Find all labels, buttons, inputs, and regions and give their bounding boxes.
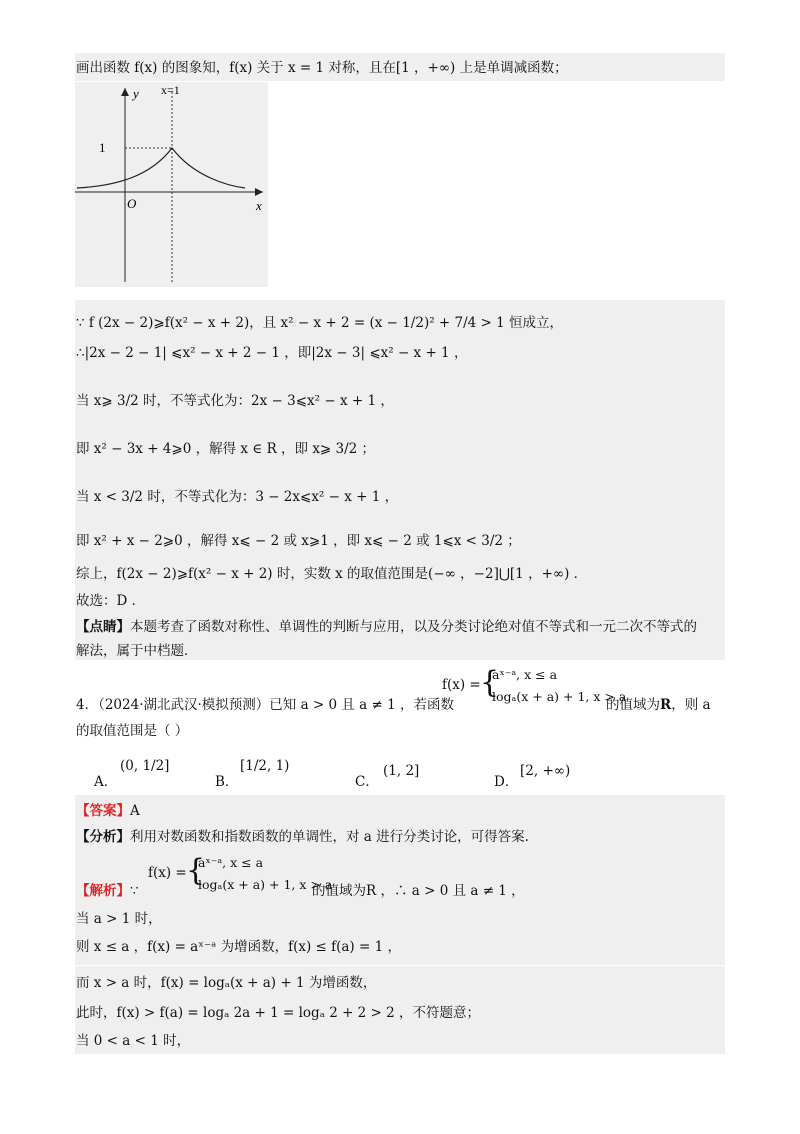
- question-4-text-a: 4．（2024·湖北武汉·模拟预测）已知 a > 0 且 a ≠ 1 ，若函数: [76, 697, 455, 713]
- solution-brace: {: [186, 853, 206, 888]
- function-graph-svg: [75, 82, 268, 287]
- option-d-label: D．: [494, 774, 519, 790]
- text-line-3: ∴|2x − 2 − 1| ⩽x² − x + 2 − 1 ，即|2x − 3| ⩽x² − x + 1 ，: [76, 345, 468, 361]
- option-d-value: [2, +∞): [520, 763, 571, 779]
- question-4-piece-2: logₐ(x + a) + 1, x > a: [492, 689, 627, 704]
- text-line-2: ∵ f (2x − 2)⩾f(x² − x + 2)，且 x² − x + 2 = (x − 1/2)² + 7/4 > 1 恒成立，: [76, 315, 564, 331]
- option-b-value: [1/2, 1): [240, 758, 290, 774]
- comment-text: 本题考查了函数对称性、单调性的判断与应用，以及分类讨论绝对值不等式和一元二次不等式的: [130, 619, 697, 635]
- solution-tag: 【解析】: [76, 883, 130, 899]
- question-4-text-b: 的值域为: [606, 697, 660, 713]
- text-line-5: 即 x² − 3x + 4⩾0 ，解得 x ∈ R ，即 x⩾ 3/2 ；: [76, 441, 376, 457]
- solution-piece-2: logₐ(x + a) + 1, x > a: [198, 877, 333, 892]
- comment-tag: 【点睛】: [76, 619, 130, 635]
- solution-line: [76, 880, 139, 902]
- option-b[interactable]: [215, 770, 238, 790]
- question-4-brace: {: [480, 665, 500, 700]
- symmetry-line-label: x=1: [161, 83, 180, 97]
- x-axis-label: x: [256, 198, 262, 213]
- solution-tail: 的值域为R ，∴ a > 0 且 a ≠ 1 ，: [312, 883, 525, 899]
- answer-tag: 【答案】: [76, 803, 130, 819]
- option-b-label: B．: [215, 774, 239, 790]
- question-4-tail: [606, 694, 711, 716]
- function-graph: [75, 82, 268, 287]
- solution-step-2: 则 x ≤ a ，f(x) = aˣ⁻ᵃ 为增函数，f(x) ≤ f(a) = 1 ，: [76, 939, 401, 955]
- question-4-line-2: 的取值范围是（ ）: [76, 723, 189, 739]
- option-a-value: (0, 1/2]: [120, 758, 170, 774]
- analysis-tag: 【分析】: [76, 829, 130, 845]
- solution-step-1: 当 a > 1 时，: [76, 911, 162, 927]
- text-line-9: 故选：D ．: [76, 593, 146, 609]
- text-line-8: 综上，f(2x − 2)⩾f(x² − x + 2) 时，实数 x 的取值范围是(−∞ ，−2]⋃[1 ，+∞) ．: [76, 566, 588, 582]
- option-a[interactable]: [94, 770, 117, 790]
- solution-piece-1: aˣ⁻ᵃ, x ≤ a: [198, 855, 264, 870]
- text-line-4: 当 x⩾ 3/2 时，不等式化为：2x − 3⩽x² − x + 1 ，: [76, 393, 394, 409]
- question-4-fx: f(x) =: [442, 677, 481, 693]
- text-line-1: 画出函数 f(x) 的图象知，f(x) 关于 x = 1 对称，且在[1 ，+∞) 上是单调减函数；: [76, 60, 568, 76]
- solution-because: ∵: [130, 883, 139, 899]
- option-c[interactable]: [355, 770, 379, 790]
- origin-label: O: [127, 196, 137, 211]
- text-line-6: 当 x < 3/2 时，不等式化为：3 − 2x⩽x² − x + 1 ，: [76, 489, 399, 505]
- answer-line: [76, 800, 140, 822]
- option-a-label: A．: [94, 774, 118, 790]
- text-line-7: 即 x² + x − 2⩾0 ，解得 x⩽ − 2 或 x⩾1 ，即 x⩽ − 2 或 1⩽x < 3/2 ；: [76, 533, 521, 549]
- question-4-text-c: ，则 a: [671, 697, 711, 713]
- question-4-piece-1: aˣ⁻ᵃ, x ≤ a: [492, 667, 558, 682]
- option-c-value: (1, 2]: [383, 763, 420, 779]
- solution-step-4: 此时，f(x) > f(a) = logₐ 2a + 1 = logₐ 2 + 2 > 2 ，不符题意；: [76, 1005, 481, 1021]
- option-d[interactable]: [494, 770, 518, 790]
- solution-fx: f(x) =: [148, 865, 187, 881]
- answer-value: A: [130, 803, 140, 819]
- y-one-label: 1: [99, 140, 106, 155]
- solution-step-3: 而 x > a 时，f(x) = logₐ(x + a) + 1 为增函数，: [76, 975, 377, 991]
- analysis-text: 利用对数函数和指数函数的单调性，对 a 进行分类讨论，可得答案.: [130, 829, 529, 845]
- analysis-line: [76, 826, 529, 848]
- question-4-R: R: [660, 697, 672, 713]
- y-axis-label: y: [133, 86, 139, 101]
- solution-step-5: 当 0 < a < 1 时，: [76, 1033, 191, 1049]
- option-c-label: C．: [355, 774, 379, 790]
- text-line-10: [76, 616, 697, 638]
- text-line-11: 解法，属于中档题．: [76, 643, 198, 659]
- question-4-stem: [76, 694, 454, 716]
